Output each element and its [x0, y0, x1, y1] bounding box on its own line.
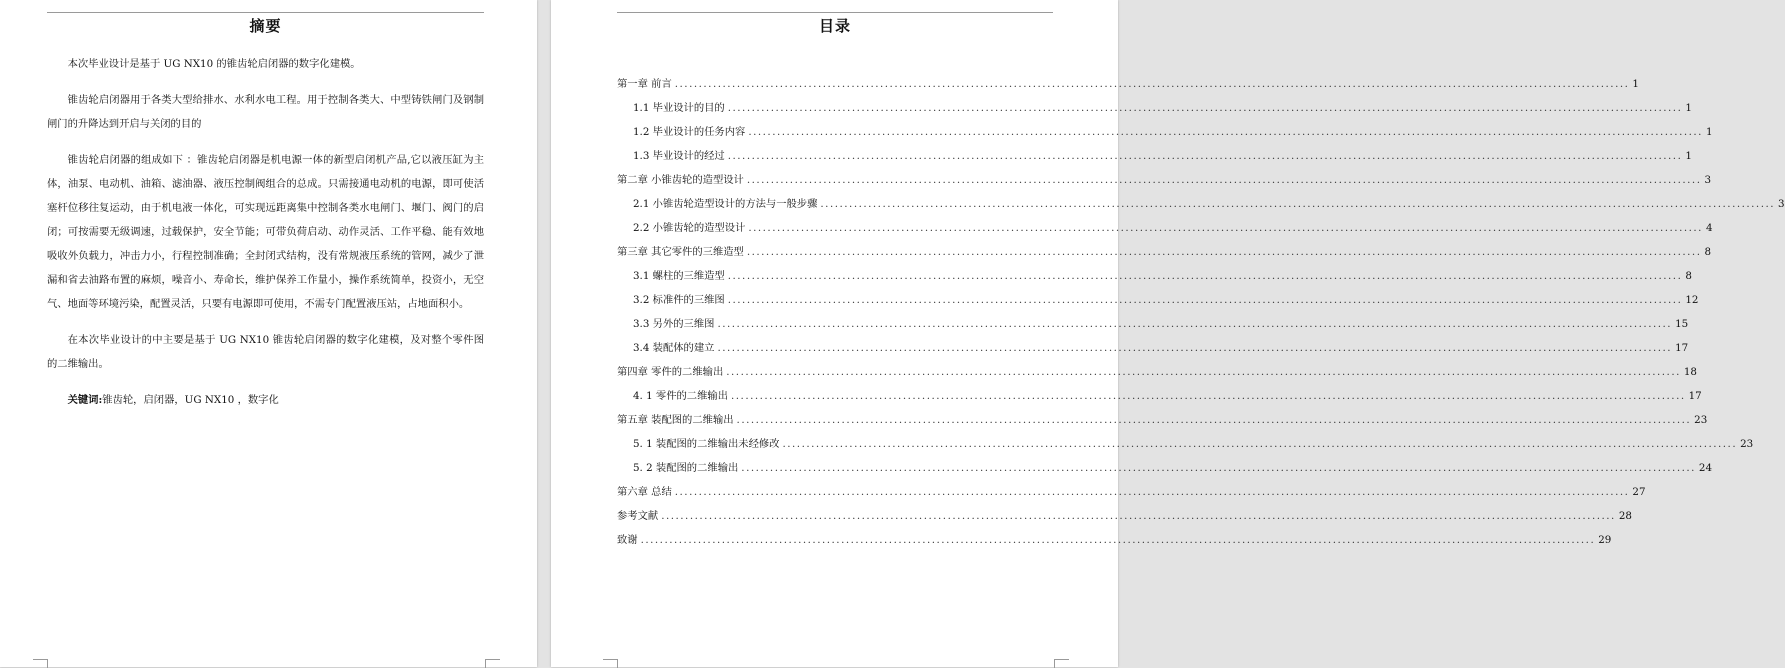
toc-leader-dots: ........................................................................................................................................................................................................: [717, 342, 1673, 354]
toc-entry[interactable]: [617, 528, 1612, 552]
toc-entry-text: 第三章 其它零件的三维造型: [617, 246, 744, 258]
toc-entry-page: 1: [1632, 78, 1639, 90]
abstract-title: 摘要: [249, 17, 282, 35]
toc-entry-text: 致谢: [617, 534, 638, 546]
toc-entry-page: 4: [1705, 222, 1713, 234]
toc-leader-dots: ........................................................................................................................................................................................................: [782, 438, 1738, 450]
abstract-paragraph: 本次毕业设计是基于 UG NX10 的锥齿轮启闭器的数字化建模。: [67, 58, 361, 70]
toc-entry-page: 1: [1685, 150, 1692, 162]
toc-entry[interactable]: [617, 384, 1702, 408]
toc-leader-dots: ........................................................................................................................................................................................................: [727, 150, 1683, 162]
toc-entry[interactable]: [617, 192, 1785, 216]
toc-entry-text: 3.3 另外的三维图: [633, 318, 715, 330]
keywords-value: 锥齿轮，启闭器，UG NX10 ，数字化: [102, 394, 279, 406]
toc-leader-dots: ........................................................................................................................................................................................................: [674, 486, 1630, 498]
toc-entry-text: 5. 1 装配图的二维输出未经修改: [633, 438, 780, 450]
toc-entry[interactable]: [617, 144, 1692, 168]
toc-entry-page: 3: [1704, 174, 1712, 186]
toc-leader-dots: ........................................................................................................................................................................................................: [741, 462, 1696, 474]
toc-title: 目录: [818, 17, 851, 35]
header-rule: [47, 12, 484, 13]
toc-entry[interactable]: [617, 288, 1699, 312]
toc-entry-page: 12: [1685, 294, 1699, 306]
toc-entry-text: 第一章 前言: [617, 78, 672, 90]
toc-entry-text: 第五章 装配图的二维输出: [617, 414, 734, 426]
toc-entry[interactable]: [617, 504, 1632, 528]
toc-leader-dots: ........................................................................................................................................................................................................: [717, 318, 1673, 330]
toc-entry-text: 1.1 毕业设计的目的: [633, 102, 725, 114]
toc-leader-dots: ........................................................................................................................................................................................................: [731, 390, 1686, 402]
toc-entry[interactable]: [617, 216, 1713, 240]
toc-entry-page: 1: [1705, 126, 1713, 138]
toc-entry[interactable]: [617, 72, 1639, 96]
toc-leader-dots: ........................................................................................................................................................................................................: [727, 102, 1683, 114]
toc-entry-text: 3.1 螺柱的三维造型: [633, 270, 725, 282]
abstract-paragraph: 锥齿轮启闭器的组成如下 ：锥齿轮启闭器是机电源一体的新型启闭机产品,它以液压缸为主体，油泵、电动机、油箱、滤油器、液压控制阀组合的总成。只需接通电动机的电源，即可使活塞杆位移往复运动，由于机电液一体化，可实现远距离集中控制各类水电闸门、堰门、阀门的启闭；可按需要无级调速，过载保护，安全节能；可带负荷启动、动作灵活、工作平稳、能有效地吸收外负载力，冲击力小，行程控制准确；全封闭式结构，没有常规液压系统的管网，减少了泄漏和省去油路布置的麻烦，噪音小、寿命长，维护保养工作量小，操作系统简单，投资小，无空气、地面等环境污染，配置灵活，只要有电源即可使用，不需专门配置液压站，占地面积小。: [47, 154, 484, 310]
toc-leader-dots: ........................................................................................................................................................................................................: [640, 534, 1596, 546]
toc-entry[interactable]: [617, 480, 1646, 504]
toc-leader-dots: ........................................................................................................................................................................................................: [726, 366, 1681, 378]
toc-leader-dots: ........................................................................................................................................................................................................: [746, 174, 1702, 186]
toc-entry-text: 第四章 零件的二维输出: [617, 366, 724, 378]
toc-entry[interactable]: [617, 408, 1708, 432]
toc-entry-page: 8: [1685, 270, 1692, 282]
toc-entry-page: 17: [1688, 390, 1702, 402]
toc-entry-page: 17: [1675, 342, 1689, 354]
toc-entry-page: 1: [1685, 102, 1692, 114]
toc-entry-text: 第二章 小锥齿轮的造型设计: [617, 174, 744, 186]
toc-entry-page: 27: [1632, 486, 1646, 498]
toc-entry[interactable]: [617, 456, 1713, 480]
toc-leader-dots: ........................................................................................................................................................................................................: [727, 270, 1683, 282]
toc-leader-dots: ........................................................................................................................................................................................................: [736, 414, 1692, 426]
toc-entry-text: 2.2 小锥齿轮的造型设计: [633, 222, 746, 234]
keywords-line: [47, 388, 484, 412]
toc-leader-dots: ........................................................................................................................................................................................................: [820, 198, 1776, 210]
toc-leader-dots: ........................................................................................................................................................................................................: [674, 78, 1630, 90]
toc-entry-text: 3.2 标准件的三维图: [633, 294, 725, 306]
toc-entry-page: 3: [1778, 198, 1785, 210]
toc-entry[interactable]: [617, 168, 1712, 192]
toc-entry-text: 2.1 小锥齿轮造型设计的方法与一般步骤: [633, 198, 818, 210]
toc-entry[interactable]: [617, 264, 1692, 288]
toc-entry[interactable]: [617, 336, 1689, 360]
toc-entry-page: 15: [1675, 318, 1689, 330]
crop-mark: [1054, 659, 1069, 668]
toc-entry-page: 24: [1698, 462, 1713, 474]
toc-entry[interactable]: [617, 120, 1713, 144]
toc-entry-text: 5. 2 装配图的二维输出: [633, 462, 739, 474]
toc-entry[interactable]: [617, 312, 1689, 336]
toc-entry-page: 23: [1740, 438, 1754, 450]
crop-mark: [603, 659, 618, 668]
toc-leader-dots: ........................................................................................................................................................................................................: [746, 246, 1702, 258]
toc-entry-page: 18: [1683, 366, 1697, 378]
toc-entry-page: 23: [1694, 414, 1708, 426]
toc-entry-text: 第六章 总结: [617, 486, 672, 498]
toc-entry-page: 28: [1618, 510, 1632, 522]
keywords-label: 关键词:: [67, 394, 103, 406]
toc-entry[interactable]: [617, 360, 1697, 384]
toc-entry-page: 8: [1704, 246, 1712, 258]
abstract-paragraph: 锥齿轮启闭器用于各类大型给排水、水利水电工程。用于控制各类大、中型铸铁闸门及钢制闸门的升降达到开启与关闭的目的: [47, 94, 484, 130]
toc-entry-text: 4. 1 零件的二维输出: [633, 390, 728, 402]
crop-mark: [485, 659, 500, 668]
header-rule: [617, 12, 1053, 13]
toc-entry[interactable]: [617, 432, 1754, 456]
toc-entry-text: 3.4 装配体的建立: [633, 342, 715, 354]
abstract-paragraph: 在本次毕业设计的中主要是基于 UG NX10 锥齿轮启闭器的数字化建模，及对整个零件图的二维输出。: [47, 334, 484, 370]
toc-entry-text: 参考文献: [617, 510, 659, 522]
toc-entry-text: 1.3 毕业设计的经过: [633, 150, 725, 162]
toc-entry-text: 1.2 毕业设计的任务内容: [633, 126, 746, 138]
toc-page: [551, 0, 1785, 667]
toc-leader-dots: ........................................................................................................................................................................................................: [727, 294, 1683, 306]
toc-list: [617, 72, 1785, 552]
abstract-body: [47, 52, 484, 424]
toc-leader-dots: ........................................................................................................................................................................................................: [748, 126, 1703, 138]
toc-leader-dots: ........................................................................................................................................................................................................: [661, 510, 1616, 522]
toc-entry-page: 29: [1598, 534, 1612, 546]
crop-mark: [33, 659, 48, 668]
toc-entry[interactable]: [617, 96, 1692, 120]
toc-leader-dots: ........................................................................................................................................................................................................: [748, 222, 1703, 234]
abstract-page: [0, 0, 537, 667]
toc-entry[interactable]: [617, 240, 1712, 264]
